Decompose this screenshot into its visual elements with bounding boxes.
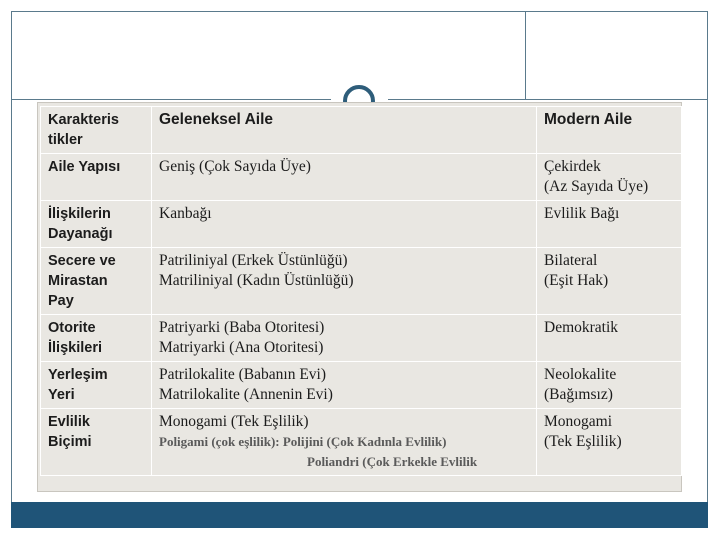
header-divider (525, 11, 526, 99)
row-label: Aile Yapısı (41, 154, 152, 201)
traditional-cell: Patriliniyal (Erkek Üstünlüğü) Matriliniyal (Kadın Üstünlüğü) (152, 248, 537, 315)
modern-cell: Çekirdek (Az Sayıda Üye) (537, 154, 682, 201)
row-label: Evlilik Biçimi (41, 409, 152, 476)
table-row (41, 248, 682, 315)
table-row (41, 201, 682, 248)
traditional-cell: Monogami (Tek Eşlilik) Poligami (çok eşlilik): Polijini (Çok Kadınla Evlilik) Poliandri (Çok Erkekle Evlilik (152, 409, 537, 476)
modern-cell: Bilateral (Eşit Hak) (537, 248, 682, 315)
footer-bar (11, 502, 708, 528)
traditional-cell: Patriyarki (Baba Otoritesi) Matriyarki (Ana Otoritesi) (152, 315, 537, 362)
header-label: tikler (48, 132, 83, 148)
header-rule-left (11, 99, 331, 100)
traditional-cell: Geniş (Çok Sayıda Üye) (152, 154, 537, 201)
header-cell-modern: Modern Aile (537, 107, 682, 154)
row-label: Otorite İlişkileri (41, 315, 152, 362)
row-label: Yerleşim Yeri (41, 362, 152, 409)
header-cell-characteristics (41, 107, 152, 154)
comparison-table (40, 106, 682, 476)
row-label: Secere ve Mirastan Pay (41, 248, 152, 315)
table-row (41, 315, 682, 362)
table-row (41, 409, 682, 476)
modern-cell: Monogami (Tek Eşlilik) (537, 409, 682, 476)
table-header-row (41, 107, 682, 154)
header-cell-traditional: Geleneksel Aile (152, 107, 537, 154)
header-rule-right (388, 99, 708, 100)
table-row (41, 154, 682, 201)
modern-cell: Demokratik (537, 315, 682, 362)
traditional-cell: Patrilokalite (Babanın Evi) Matrilokalite (Annenin Evi) (152, 362, 537, 409)
header-label: Karakteris (48, 112, 119, 128)
modern-cell: Evlilik Bağı (537, 201, 682, 248)
traditional-cell: Kanbağı (152, 201, 537, 248)
row-label: İlişkilerin Dayanağı (41, 201, 152, 248)
table-row (41, 362, 682, 409)
modern-cell: Neolokalite (Bağımsız) (537, 362, 682, 409)
